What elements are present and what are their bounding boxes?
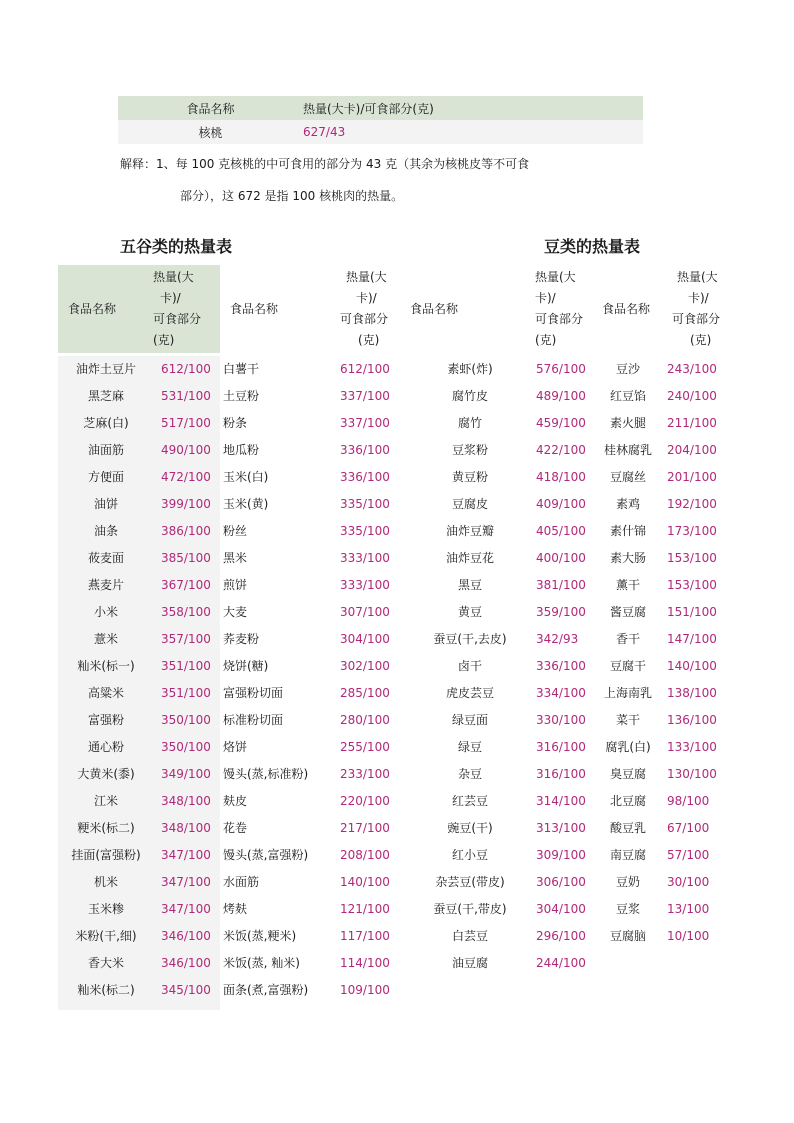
calorie-value: 359/100 [536, 605, 586, 619]
calorie-value: 153/100 [667, 551, 717, 565]
calorie-value: 351/100 [161, 659, 211, 673]
beans-section-title: 豆类的热量表 [544, 237, 641, 256]
food-name: 上海南乳 [603, 686, 652, 700]
calorie-value: 133/100 [667, 740, 717, 754]
calorie-value: 350/100 [161, 740, 211, 754]
calorie-value: 10/100 [667, 929, 710, 943]
calorie-value: 211/100 [667, 416, 717, 430]
food-name: 白芸豆 [451, 929, 488, 943]
grains-col2-names [223, 356, 338, 1004]
food-name: 燕麦片 [87, 578, 124, 592]
calorie-value: 316/100 [536, 740, 586, 754]
header-food-name: 食品名称 [118, 96, 303, 120]
calorie-value: 220/100 [340, 794, 390, 808]
food-name: 素虾(炸) [447, 362, 493, 376]
calorie-value: 67/100 [667, 821, 710, 835]
calorie-value: 422/100 [536, 443, 586, 457]
calorie-value: 334/100 [536, 686, 586, 700]
food-name: 豆腐皮 [451, 497, 488, 511]
food-name: 油饼 [93, 497, 118, 511]
food-name: 豆腐干 [609, 659, 646, 673]
calorie-value: 192/100 [667, 497, 717, 511]
food-name: 籼米(标一) [77, 659, 135, 673]
calorie-value: 409/100 [536, 497, 586, 511]
calorie-value: 307/100 [340, 605, 390, 619]
food-name: 白薯干 [223, 362, 260, 376]
calorie-value: 314/100 [536, 794, 586, 808]
food-name: 玉米(白) [223, 470, 269, 484]
food-name: 油炸土豆片 [75, 362, 136, 376]
food-name: 江米 [93, 794, 118, 808]
col-header-name-4: 食品名称 [602, 302, 651, 316]
col-header-name-1: 食品名称 [68, 302, 117, 316]
col-header-calories-4: 热量(大 卡)/ 可食部分 (克) [672, 270, 721, 347]
grains-col1-values [161, 356, 221, 1004]
food-name: 卤干 [457, 659, 482, 673]
note-line-2: 部分），这 672 是指 100 核桃肉的热量。 [180, 189, 404, 203]
calorie-value: 30/100 [667, 875, 710, 889]
calorie-value: 358/100 [161, 605, 211, 619]
calorie-value: 121/100 [340, 902, 390, 916]
food-name: 花卷 [223, 821, 248, 835]
food-name: 酱豆腐 [609, 605, 646, 619]
calorie-value: 350/100 [161, 713, 211, 727]
food-name: 富强粉 [87, 713, 124, 727]
header-calories: 热量(大卡)/可食部分(克) [303, 96, 643, 120]
food-name: 方便面 [87, 470, 124, 484]
calorie-value: 136/100 [667, 713, 717, 727]
food-name: 大麦 [223, 605, 248, 619]
food-name: 腐竹 [457, 416, 482, 430]
food-name: 黑米 [223, 551, 248, 565]
food-name: 豌豆(干) [447, 821, 493, 835]
food-name: 米饭(蒸, 籼米) [223, 956, 300, 970]
food-name: 红小豆 [451, 848, 488, 862]
walnut-calories: 627/43 [303, 120, 643, 144]
food-name: 米粉(干,细) [75, 929, 137, 943]
calorie-value: 151/100 [667, 605, 717, 619]
calorie-value: 489/100 [536, 389, 586, 403]
food-name: 黄豆粉 [451, 470, 488, 484]
calorie-value: 348/100 [161, 821, 211, 835]
food-name: 麸皮 [223, 794, 248, 808]
calorie-value: 472/100 [161, 470, 211, 484]
food-name: 杂芸豆(带皮) [435, 875, 505, 889]
calorie-value: 333/100 [340, 551, 390, 565]
calorie-value: 280/100 [340, 713, 390, 727]
calorie-value: 285/100 [340, 686, 390, 700]
food-name: 油豆腐 [451, 956, 488, 970]
calorie-value: 576/100 [536, 362, 586, 376]
food-name: 黄豆 [457, 605, 482, 619]
calorie-value: 330/100 [536, 713, 586, 727]
calorie-value: 612/100 [161, 362, 211, 376]
food-name: 粉条 [223, 416, 248, 430]
calorie-value: 316/100 [536, 767, 586, 781]
calorie-value: 357/100 [161, 632, 211, 646]
calorie-value: 147/100 [667, 632, 717, 646]
food-name: 薰干 [615, 578, 640, 592]
food-name: 烙饼 [223, 740, 248, 754]
calorie-value: 351/100 [161, 686, 211, 700]
food-name: 粉丝 [223, 524, 248, 538]
food-name: 玉米糁 [87, 902, 124, 916]
calorie-value: 309/100 [536, 848, 586, 862]
col-header-calories-2: 热量(大 卡)/ 可食部分 (克) [340, 270, 389, 347]
calorie-value: 405/100 [536, 524, 586, 538]
calorie-value: 173/100 [667, 524, 717, 538]
calorie-value: 336/100 [340, 470, 390, 484]
food-name: 虎皮芸豆 [445, 686, 494, 700]
walnut-name: 核桃 [118, 120, 303, 144]
grains-col2-values [340, 356, 400, 1004]
walnut-table-row [118, 120, 643, 144]
calorie-value: 240/100 [667, 389, 717, 403]
food-name: 红豆馅 [609, 389, 646, 403]
note-line-1: 解释：1、每 100 克核桃的中可食用的部分为 43 克（其余为核桃皮等不可食 [120, 157, 530, 171]
food-name: 素鸡 [615, 497, 640, 511]
food-name: 荞麦粉 [223, 632, 260, 646]
beans-col2-values [667, 356, 727, 950]
food-name: 素大肠 [609, 551, 646, 565]
food-name: 杂豆 [457, 767, 482, 781]
food-name: 馒头(蒸,标准粉) [223, 767, 309, 781]
food-name: 大黄米(黍) [77, 767, 135, 781]
calorie-value: 346/100 [161, 929, 211, 943]
col-header-name-2: 食品名称 [230, 302, 279, 316]
food-name: 黑豆 [457, 578, 482, 592]
calorie-value: 347/100 [161, 848, 211, 862]
calorie-value: 233/100 [340, 767, 390, 781]
calorie-value: 386/100 [161, 524, 211, 538]
food-name: 素什锦 [609, 524, 646, 538]
food-name: 烤麸 [223, 902, 248, 916]
beans-col2-names [597, 356, 659, 950]
food-name: 蚕豆(干,带皮) [433, 902, 507, 916]
food-name: 腐竹皮 [451, 389, 488, 403]
food-name: 豆浆粉 [451, 443, 488, 457]
calorie-value: 517/100 [161, 416, 211, 430]
food-name: 机米 [93, 875, 118, 889]
food-name: 油炸豆花 [445, 551, 494, 565]
calorie-value: 208/100 [340, 848, 390, 862]
calorie-value: 313/100 [536, 821, 586, 835]
calorie-value: 342/93 [536, 632, 579, 646]
calorie-value: 337/100 [340, 389, 390, 403]
food-name: 香大米 [87, 956, 124, 970]
calorie-value: 109/100 [340, 983, 390, 997]
calorie-value: 381/100 [536, 578, 586, 592]
calorie-value: 336/100 [340, 443, 390, 457]
calorie-value: 345/100 [161, 983, 211, 997]
food-name: 菜干 [615, 713, 640, 727]
food-name: 面条(煮,富强粉) [223, 983, 309, 997]
calorie-value: 367/100 [161, 578, 211, 592]
food-name: 水面筋 [223, 875, 260, 889]
calorie-value: 98/100 [667, 794, 710, 808]
food-name: 玉米(黄) [223, 497, 269, 511]
calorie-value: 114/100 [340, 956, 390, 970]
food-name: 腐乳(白) [605, 740, 651, 754]
calorie-value: 304/100 [536, 902, 586, 916]
calorie-value: 217/100 [340, 821, 390, 835]
food-name: 富强粉切面 [223, 686, 284, 700]
food-name: 绿豆 [457, 740, 482, 754]
calorie-value: 337/100 [340, 416, 390, 430]
calorie-value: 336/100 [536, 659, 586, 673]
calorie-value: 347/100 [161, 902, 211, 916]
calorie-value: 459/100 [536, 416, 586, 430]
food-name: 南豆腐 [609, 848, 646, 862]
calorie-value: 306/100 [536, 875, 586, 889]
food-name: 标准粉切面 [223, 713, 284, 727]
calorie-value: 243/100 [667, 362, 717, 376]
food-name: 小米 [93, 605, 118, 619]
food-name: 豆奶 [615, 875, 640, 889]
calorie-value: 346/100 [161, 956, 211, 970]
calorie-value: 244/100 [536, 956, 586, 970]
food-name: 绿豆面 [451, 713, 488, 727]
calorie-value: 140/100 [667, 659, 717, 673]
calorie-value: 130/100 [667, 767, 717, 781]
food-name: 臭豆腐 [609, 767, 646, 781]
grains-col1-names [58, 356, 154, 1004]
food-name: 豆腐脑 [609, 929, 646, 943]
calorie-value: 13/100 [667, 902, 710, 916]
food-name: 煎饼 [223, 578, 248, 592]
food-name: 黑芝麻 [87, 389, 124, 403]
calorie-value: 204/100 [667, 443, 717, 457]
food-name: 挂面(富强粉) [71, 848, 141, 862]
beans-col1-names [405, 356, 535, 977]
food-name: 油面筋 [87, 443, 124, 457]
calorie-value: 349/100 [161, 767, 211, 781]
food-name: 薏米 [93, 632, 118, 646]
food-name: 土豆粉 [223, 389, 260, 403]
food-name: 酸豆乳 [609, 821, 646, 835]
beans-col1-values [536, 356, 596, 977]
calorie-value: 347/100 [161, 875, 211, 889]
calorie-value: 335/100 [340, 497, 390, 511]
walnut-table [118, 96, 643, 144]
food-name: 通心粉 [87, 740, 124, 754]
food-name: 蚕豆(干,去皮) [433, 632, 507, 646]
calorie-value: 399/100 [161, 497, 211, 511]
calorie-value: 304/100 [340, 632, 390, 646]
calorie-value: 531/100 [161, 389, 211, 403]
food-name: 莜麦面 [87, 551, 124, 565]
calorie-value: 418/100 [536, 470, 586, 484]
calorie-value: 153/100 [667, 578, 717, 592]
calorie-value: 385/100 [161, 551, 211, 565]
food-name: 烧饼(糖) [223, 659, 269, 673]
food-name: 桂林腐乳 [603, 443, 652, 457]
calorie-value: 117/100 [340, 929, 390, 943]
food-name: 素火腿 [609, 416, 646, 430]
col-header-calories-3: 热量(大 卡)/ 可食部分 (克) [535, 270, 584, 347]
walnut-table-header [118, 96, 643, 120]
calorie-value: 400/100 [536, 551, 586, 565]
food-name: 地瓜粉 [223, 443, 260, 457]
col-header-calories-1: 热量(大 卡)/ 可食部分 (克) [153, 270, 202, 347]
calorie-value: 348/100 [161, 794, 211, 808]
calorie-value: 335/100 [340, 524, 390, 538]
calorie-value: 57/100 [667, 848, 710, 862]
food-name: 豆浆 [615, 902, 640, 916]
col-header-name-3: 食品名称 [410, 302, 459, 316]
food-name: 籼米(标二) [77, 983, 135, 997]
calorie-value: 612/100 [340, 362, 390, 376]
calorie-value: 140/100 [340, 875, 390, 889]
food-name: 芝麻(白) [83, 416, 129, 430]
food-name: 北豆腐 [609, 794, 646, 808]
grains-section-title: 五谷类的热量表 [120, 237, 233, 256]
calorie-value: 302/100 [340, 659, 390, 673]
calorie-value: 255/100 [340, 740, 390, 754]
calorie-value: 490/100 [161, 443, 211, 457]
food-name: 豆腐丝 [609, 470, 646, 484]
food-name: 红芸豆 [451, 794, 488, 808]
calorie-value: 138/100 [667, 686, 717, 700]
food-name: 粳米(标二) [77, 821, 135, 835]
food-name: 油炸豆瓣 [445, 524, 494, 538]
food-name: 油条 [93, 524, 118, 538]
food-name: 香干 [615, 632, 640, 646]
food-name: 米饭(蒸,粳米) [223, 929, 297, 943]
food-name: 高粱米 [87, 686, 124, 700]
food-name: 豆沙 [615, 362, 640, 376]
food-name: 馒头(蒸,富强粉) [223, 848, 309, 862]
calorie-value: 201/100 [667, 470, 717, 484]
calorie-value: 333/100 [340, 578, 390, 592]
calorie-value: 296/100 [536, 929, 586, 943]
